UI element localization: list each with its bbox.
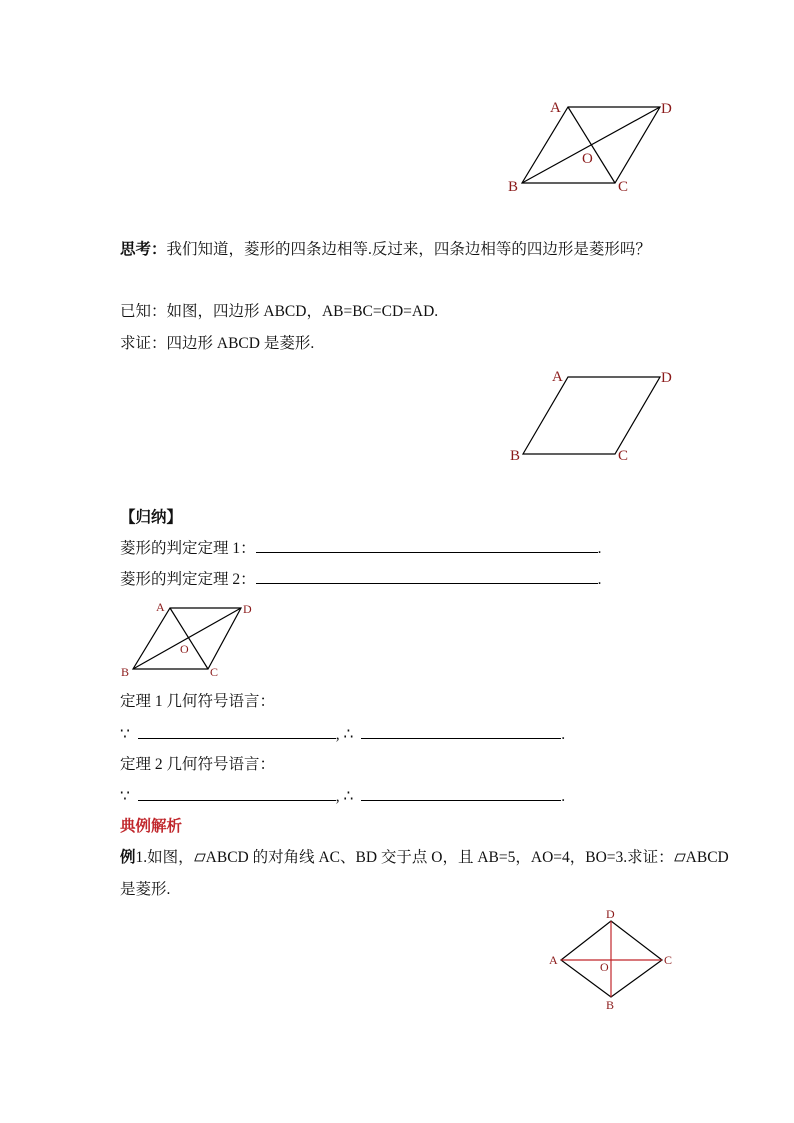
rhombus-figure-4 [545,905,680,1013]
example-1-line-2: 是菱形. [120,881,171,898]
vertex-c-label: C [664,953,673,967]
theorem-1-symbolic-row [120,724,565,745]
because-blank[interactable] [138,724,336,739]
vertex-a-label: A [552,369,563,385]
rhombus-figure-3 [118,598,268,683]
vertex-c-label: C [618,179,629,195]
rhombus-figure-2 [505,362,685,467]
comma: , [335,726,340,743]
comma: , [335,788,340,805]
think-body: 我们知道，菱形的四条边相等.反过来，四条边相等的四边形是菱形吗？ [166,241,651,258]
example-text-c: ABCD [685,849,729,866]
vertex-d-label: D [243,602,252,616]
therefore-symbol: ∴ [343,788,354,805]
theorem-2-row [120,569,602,590]
parallelogram-symbol-icon [674,853,686,862]
theorem-2-blank[interactable] [256,569,598,584]
example-1-line-1 [120,848,729,868]
theorem-2-symbolic-label: 定理 2 几何符号语言： [120,756,276,773]
center-o-label: O [582,151,593,167]
therefore-symbol: ∴ [343,726,354,743]
theorem-1-blank[interactable] [256,538,598,553]
vertex-a-label: A [549,953,558,967]
vertex-a-label: A [156,600,165,614]
center-o-label: O [180,642,189,656]
end-mark: . [597,571,602,588]
because-symbol: ∵ [120,788,130,805]
vertex-d-label: D [606,907,615,921]
prove-statement: 求证：四边形 ABCD 是菱形. [120,335,315,352]
vertex-c-label: C [210,665,219,679]
therefore-blank[interactable] [361,724,561,739]
think-prefix: 思考： [120,241,167,258]
theorem-2-symbolic-row [120,786,565,807]
summary-title: 【归纳】 [120,509,183,526]
example-section-title: 典例解析 [120,818,183,835]
center-o-label: O [600,960,609,974]
end-mark: . [561,726,566,743]
vertex-d-label: D [661,101,672,117]
end-mark: . [561,788,566,805]
vertex-b-label: B [606,998,615,1012]
vertex-a-label: A [550,100,561,116]
because-blank[interactable] [138,786,336,801]
vertex-b-label: B [510,448,521,464]
theorem-1-row [120,538,602,559]
example-label: 例 [120,849,136,866]
end-mark: . [597,540,602,557]
example-text-a: 1.如图， [135,849,194,866]
example-text-b: ABCD 的对角线 AC、BD 交于点 O，且 AB=5，AO=4，BO=3.求证： [205,849,674,866]
vertex-c-label: C [618,448,629,464]
theorem-2-label: 菱形的判定定理 2： [120,571,256,588]
think-question [120,240,651,260]
vertex-b-label: B [121,665,130,679]
theorem-1-symbolic-label: 定理 1 几何符号语言： [120,693,276,710]
rhombus-figure-1 [500,95,680,200]
because-symbol: ∵ [120,726,130,743]
known-statement: 已知：如图，四边形 ABCD，AB=BC=CD=AD. [120,303,439,320]
theorem-1-label: 菱形的判定定理 1： [120,540,256,557]
vertex-d-label: D [661,370,672,386]
vertex-b-label: B [508,179,519,195]
parallelogram-symbol-icon [194,853,206,862]
therefore-blank[interactable] [361,786,561,801]
